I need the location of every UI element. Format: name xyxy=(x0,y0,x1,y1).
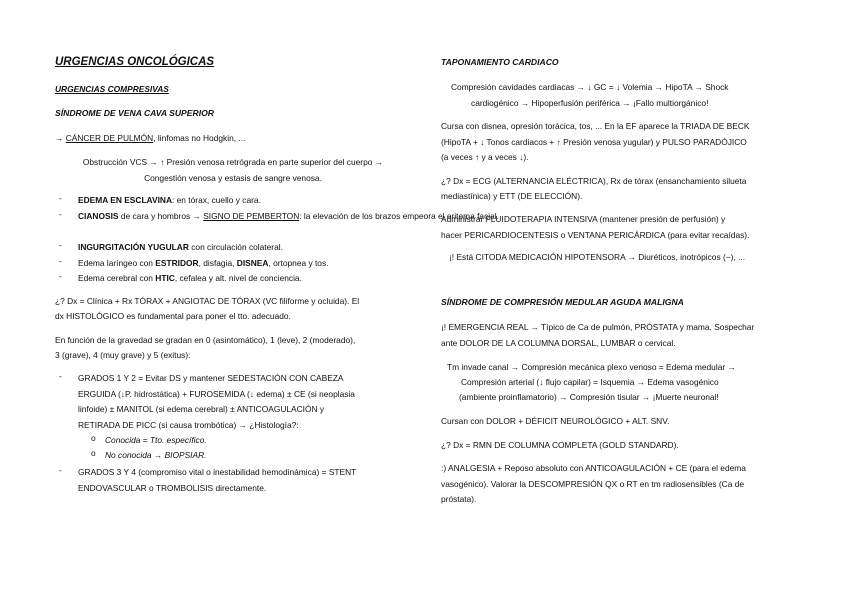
tx-2-line-2: vasogénico). Valorar la DESCOMPRESIÓN QX o RT en tm radiosensibles (Ca de xyxy=(441,479,745,489)
list-item-text: CIANOSIS de cara y hombros → SIGNO DE PEMBERTON: la elevación de los brazos empeora el eritema facial. xyxy=(78,211,499,221)
grades-12-line-3: linfoide) ± MANITOL (si edema cerebral) ± ANTICOAGULACIÓN y xyxy=(78,404,325,414)
grades-line-2: 3 (grave), 4 (muy grave) y 5 (exitus): xyxy=(55,350,191,360)
intro-rest: , linfomas no Hodgkin, ... xyxy=(153,133,246,143)
bullet-circle: o xyxy=(91,433,96,443)
bullet-dash: - xyxy=(59,271,62,281)
warning-line: ¡! Está CITODA MEDICACIÓN HIPOTENSORA → Diuréticos, inotrópicos (−), ... xyxy=(449,252,746,262)
dx-1-line-1: ¿? Dx = ECG (ALTERNANCIA ELÉCTRICA), Rx de tórax (ensanchamiento silueta xyxy=(441,176,747,186)
subtitle: URGENCIAS COMPRESIVAS xyxy=(55,84,169,94)
physio-1-line-1: Compresión cavidades cardiacas → ↓ GC = ↓ Volemia → HipoTA → Shock xyxy=(451,82,729,92)
physio-2-line-1: Tm invade canal → Compresión mecánica plexo venoso = Edema medular → xyxy=(447,362,736,372)
tx-2-line-1: :) ANALGESIA + Reposo absoluto con ANTICOAGULACIÓN + CE (para el edema xyxy=(441,463,746,473)
grades-line-1: En función de la gravedad se gradan en 0 (asintomático), 1 (leve), 2 (moderado), xyxy=(55,335,356,345)
emergency-line-2: ante DOLOR DE LA COLUMNA DORSAL, LUMBAR o cervical. xyxy=(441,338,676,348)
intro-arrow: → xyxy=(55,133,66,143)
subitem-known: Conocida = Tto. específico. xyxy=(105,435,207,445)
dx-1-line-2: mediastínica) y ETT (DE ELECCIÓN). xyxy=(441,191,583,201)
section-heading-vcs: SÍNDROME DE VENA CAVA SUPERIOR xyxy=(55,108,214,118)
list-item-text: INGURGITACIÓN YUGULAR con circulación colateral. xyxy=(78,242,283,252)
page-title: URGENCIAS ONCOLÓGICAS xyxy=(55,56,215,68)
beck-line-3: (a veces ↑ y a veces ↓). xyxy=(441,152,529,162)
curse-line: Cursan con DOLOR + DÉFICIT NEUROLÓGICO + ALT. SNV. xyxy=(441,416,670,426)
beck-line-1: Cursa con disnea, opresión torácica, tos, ... En la EF aparece la TRIADA DE BECK xyxy=(441,121,750,131)
section-heading-taponamiento: TAPONAMIENTO CARDIACO xyxy=(441,57,559,67)
intro-link: CÁNCER DE PULMÓN xyxy=(65,133,154,143)
grades-12-line-4: RETIRADA DE PICC (si causa trombótica) → ¿Histología?: xyxy=(78,420,299,430)
bullet-dash: - xyxy=(59,240,62,250)
dx-2-line: ¿? Dx = RMN DE COLUMNA COMPLETA (GOLD STANDARD). xyxy=(441,440,679,450)
grades-34-line-2: ENDOVASCULAR o TROMBOLISIS directamente. xyxy=(78,483,267,493)
list-item-text: EDEMA EN ESCLAVINA: en tórax, cuello y cara. xyxy=(78,195,261,205)
intro-line xyxy=(55,131,245,147)
grades-12-line-2: ERGUIDA (↓P. hidrostática) + FUROSEMIDA (↓ edema) ± CE (si neoplasia xyxy=(78,389,355,399)
dx-line-2: dx HISTOLÓGICO es fundamental para poner el tto. adecuado. xyxy=(55,311,291,321)
tx-2-line-3: próstata). xyxy=(441,494,477,504)
bullet-dash: - xyxy=(59,465,62,475)
bullet-dash: - xyxy=(59,193,62,203)
tx-1-line-1: Administrar FLUIDOTERAPIA INTENSIVA (mantener presión de perfusión) y xyxy=(441,214,726,224)
grades-34-line-1: GRADOS 3 Y 4 (compromiso vital o inestabilidad hemodinámica) = STENT xyxy=(78,467,357,477)
physio-2-line-3: (ambiente proinflamatorio) → Compresión tisular → ¡Muerte neuronal! xyxy=(459,392,719,402)
tx-1-line-2: hacer PERICARDIOCENTESIS o VENTANA PERICÁRDICA (para evitar recaídas). xyxy=(441,230,750,240)
bullet-circle: o xyxy=(91,448,96,458)
bullet-dash: - xyxy=(59,209,62,219)
beck-line-2: (HipoTA + ↓ Tonos cardiacos + ↑ Presión venosa yugular) y PULSO PARADÓJICO xyxy=(441,137,747,147)
bullet-dash: - xyxy=(59,256,62,266)
dx-line-1: ¿? Dx = Clínica + Rx TÓRAX + ANGIOTAC DE TÓRAX (VC filiforme y ocluida). El xyxy=(55,296,360,306)
grades-12-line-1: GRADOS 1 Y 2 = Evitar DS y mantener SEDESTACIÓN CON CABEZA xyxy=(78,373,344,383)
section-heading-medular: SÍNDROME DE COMPRESIÓN MEDULAR AGUDA MALIGNA xyxy=(441,297,684,307)
subitem-unknown: No conocida → BIOPSIAR. xyxy=(105,450,207,460)
bullet-dash: - xyxy=(59,371,62,381)
physio-1-line-2: cardiogénico → Hipoperfusión periférica → ¡Fallo multiorgánico! xyxy=(471,98,709,108)
list-item-text: Edema cerebral con HTIC, cefalea y alt. nivel de conciencia. xyxy=(78,273,302,283)
physio-vcs: Obstrucción VCS → ↑ Presión venosa retrógrada en parte superior del cuerpo → Congestión venosa y estasis de sangre venosa. xyxy=(82,157,384,183)
list-item-text: Edema laríngeo con ESTRIDOR, disfagia, DISNEA, ortopnea y tos. xyxy=(78,258,329,268)
physio-2-line-2: Compresión arterial (↓ flujo capilar) = Isquemia → Edema vasogénico xyxy=(461,377,719,387)
emergency-line-1: ¡! EMERGENCIA REAL → Típico de Ca de pulmón, PRÓSTATA y mama. Sospechar xyxy=(441,322,755,332)
